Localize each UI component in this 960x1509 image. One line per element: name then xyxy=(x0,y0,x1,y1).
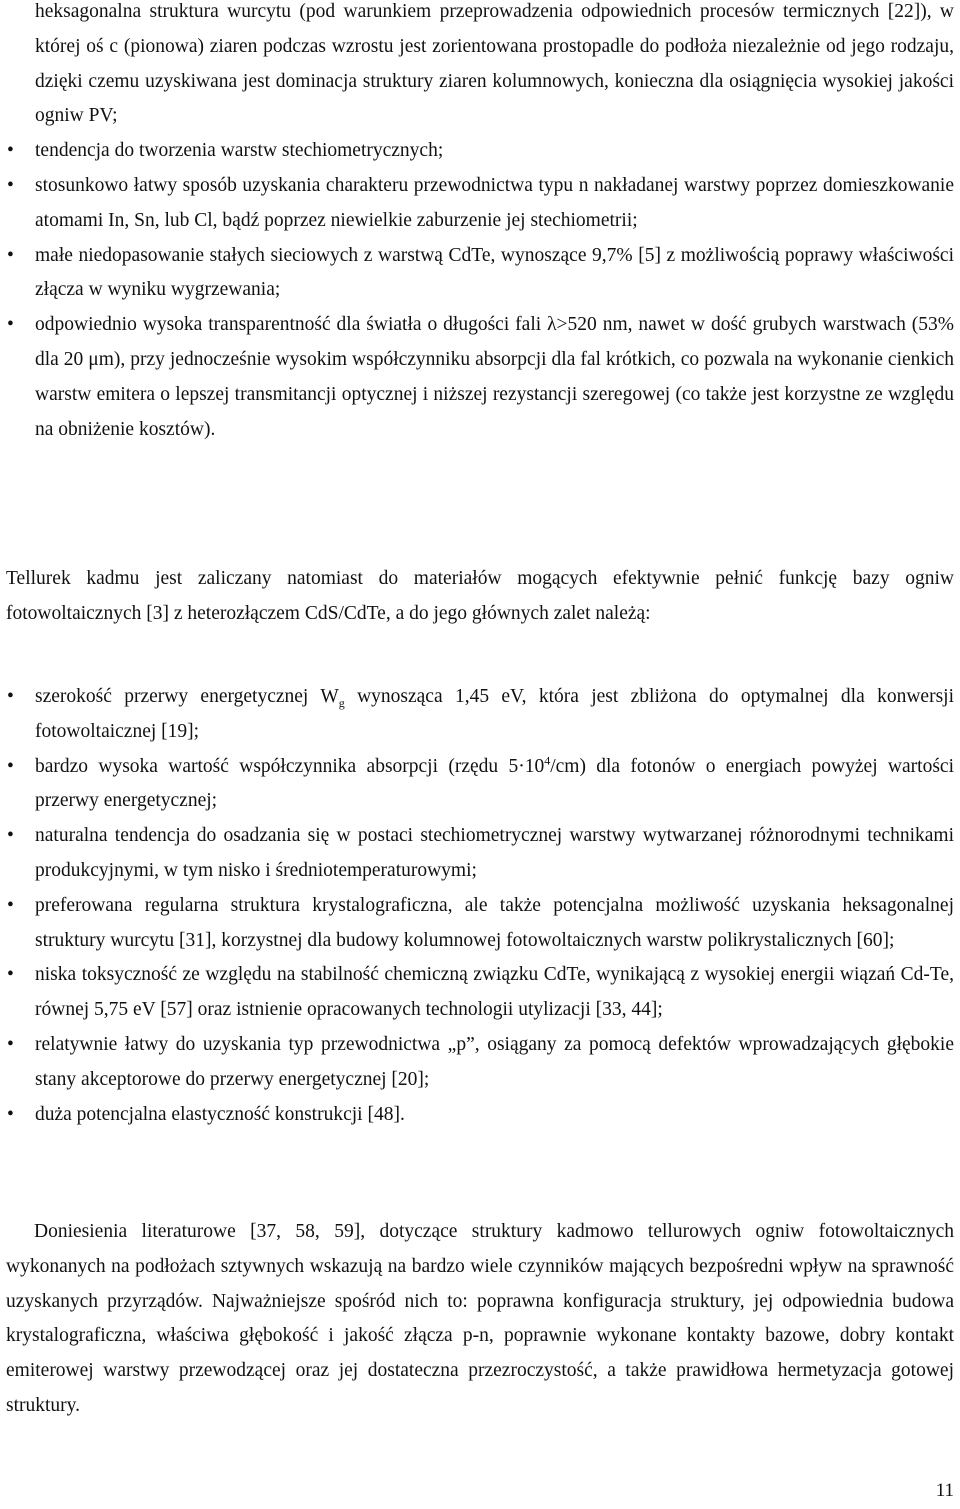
list-item xyxy=(6,308,954,447)
bullet-icon: • xyxy=(7,244,14,266)
bullet-list-1 xyxy=(0,0,960,447)
bullet-icon: • xyxy=(7,1033,14,1055)
list-item-text: stosunkowo łatwy sposób uzyskania charakteru przewodnictwa typu n nakładanej warstwy poprzez domieszkowanie atomami In, Sn, lub Cl, bądź poprzez niewielkie zaburzenie jej stechiometrii; xyxy=(35,174,954,231)
bullet-icon: • xyxy=(7,686,14,707)
list-item-text: naturalna tendencja do osadzania się w postaci stechiometrycznej warstwy wytwarzanej różnorodnymi technikami produkcyjnymi, w tym nisko i średniotemperaturowymi; xyxy=(35,825,954,881)
list-item-text: relatywnie łatwy do uzyskania typ przewodnictwa „p”, osiągany za pomocą defektów wprowadzających głębokie stany akceptorowe do przerwy energetycznej [20]; xyxy=(35,1033,954,1090)
list-item xyxy=(6,134,954,169)
paragraph-text: Tellurek kadmu jest zaliczany natomiast do materiałów mogących efektywnie pełnić funkcję bazy ogniw fotowoltaicznych [3] z heterozłączem CdS/CdTe, a do jego głównych zalet należą: xyxy=(6,568,954,624)
subscript: g xyxy=(338,695,345,710)
list-item xyxy=(6,819,954,889)
list-item xyxy=(6,680,954,750)
bullet-list-2 xyxy=(0,680,960,1132)
bullet-icon: • xyxy=(7,825,14,847)
list-item xyxy=(6,0,954,134)
list-item xyxy=(6,958,954,1028)
superscript: 4 xyxy=(544,753,551,768)
bullet-icon: • xyxy=(7,140,14,162)
list-item-text: niska toksyczność ze względu na stabilność chemiczną związku CdTe, wynikającą z wysokiej energii wiązań Cd-Te, równej 5,75 eV [57] oraz istnienie opracowanych technologii utylizacji [33, 44]; xyxy=(35,964,954,1021)
list-item-text: tendencja do tworzenia warstw stechiometrycznych; xyxy=(35,140,444,162)
paragraph-literature xyxy=(0,1215,960,1424)
list-item xyxy=(6,239,954,309)
list-item xyxy=(6,169,954,239)
page-number: 11 xyxy=(935,1480,954,1501)
paragraph-text: Doniesienia literaturowe [37, 58, 59], dotyczące struktury kadmowo tellurowych ogniw fotowoltaicznych wykonanych na podłożach sztywnych wskazują na bardzo wiele czynników mających bezpośredni wpływ na sprawność uzyskanych przyrządów. Najważniejsze spośród nich to: poprawna konfiguracja struktury, jej odpowiednia budowa krystalograficzna, właściwa głębokość i jakość złącza p-n, poprawnie wykonane kontakty bazowe, dobry kontakt emiterowej warstwy przewodzącej oraz jej dostateczna przezroczystość, a także prawidłowa hermetyzacja gotowej struktury. xyxy=(6,1221,954,1416)
list-item-text: preferowana regularna struktura krystalograficzna, ale także potencjalna możliwość uzyskania heksagonalnej struktury wurcytu [31], korzystnej dla budowy kolumnowej fotowoltaicznych warstw polikrystalicznych [60]; xyxy=(35,894,954,951)
bullet-icon: • xyxy=(7,894,14,916)
list-item-text: duża potencjalna elastyczność konstrukcji [48]. xyxy=(35,1103,405,1125)
bullet-icon: • xyxy=(7,755,14,777)
bullet-icon: • xyxy=(7,314,14,336)
list-item-text: heksagonalna struktura wurcytu (pod warunkiem przeprowadzenia odpowiednich procesów termicznych [22]), w której oś c (pionowa) ziaren podczas wzrostu jest zorientowana prostopadle do podłoża niezależnie od jego rodzaju, dzięki czemu uzyskiwana jest dominacja struktury ziaren kolumnowych, konieczna dla osiągnięcia wysokiej jakości ogniw PV; xyxy=(35,1,954,127)
list-item xyxy=(6,1098,954,1133)
list-item-text: małe niedopasowanie stałych sieciowych z warstwą CdTe, wynoszące 9,7% [5] z możliwością poprawy właściwości złącza w wyniku wygrzewania; xyxy=(35,244,954,301)
list-item xyxy=(6,750,954,820)
bullet-icon: • xyxy=(7,964,14,986)
bullet-icon: • xyxy=(7,1103,14,1125)
bullet-icon: • xyxy=(7,174,14,196)
list-item-text: bardzo wysoka wartość współczynnika absorpcji (rzędu $5\cdot 10^4/cm$) dla fotonów o energiach powyżej wartości przerwy energetycznej; xyxy=(35,753,954,812)
paragraph-cdte-intro xyxy=(0,562,960,632)
list-item xyxy=(6,889,954,959)
list-item-text: odpowiednio wysoka transparentność dla światła o długości fali λ>520 nm, nawet w dość grubych warstwach (53% dla 20 μm), przy jednocześnie wysokim współczynniku absorpcji dla fal krótkich, co pozwala na wykonanie cienkich warstw emitera o lepszej transmitancji optycznej i niższej rezystancji szeregowej (co także jest korzystne ze względu na obniżenie kosztów). xyxy=(35,314,954,440)
list-item-text: szerokość przerwy energetycznej $W_g$ wynosząca 1,45 eV, która jest zbliżona do optymalnej dla konwersji fotowoltaicznej [19]; xyxy=(35,686,954,742)
list-item xyxy=(6,1028,954,1098)
